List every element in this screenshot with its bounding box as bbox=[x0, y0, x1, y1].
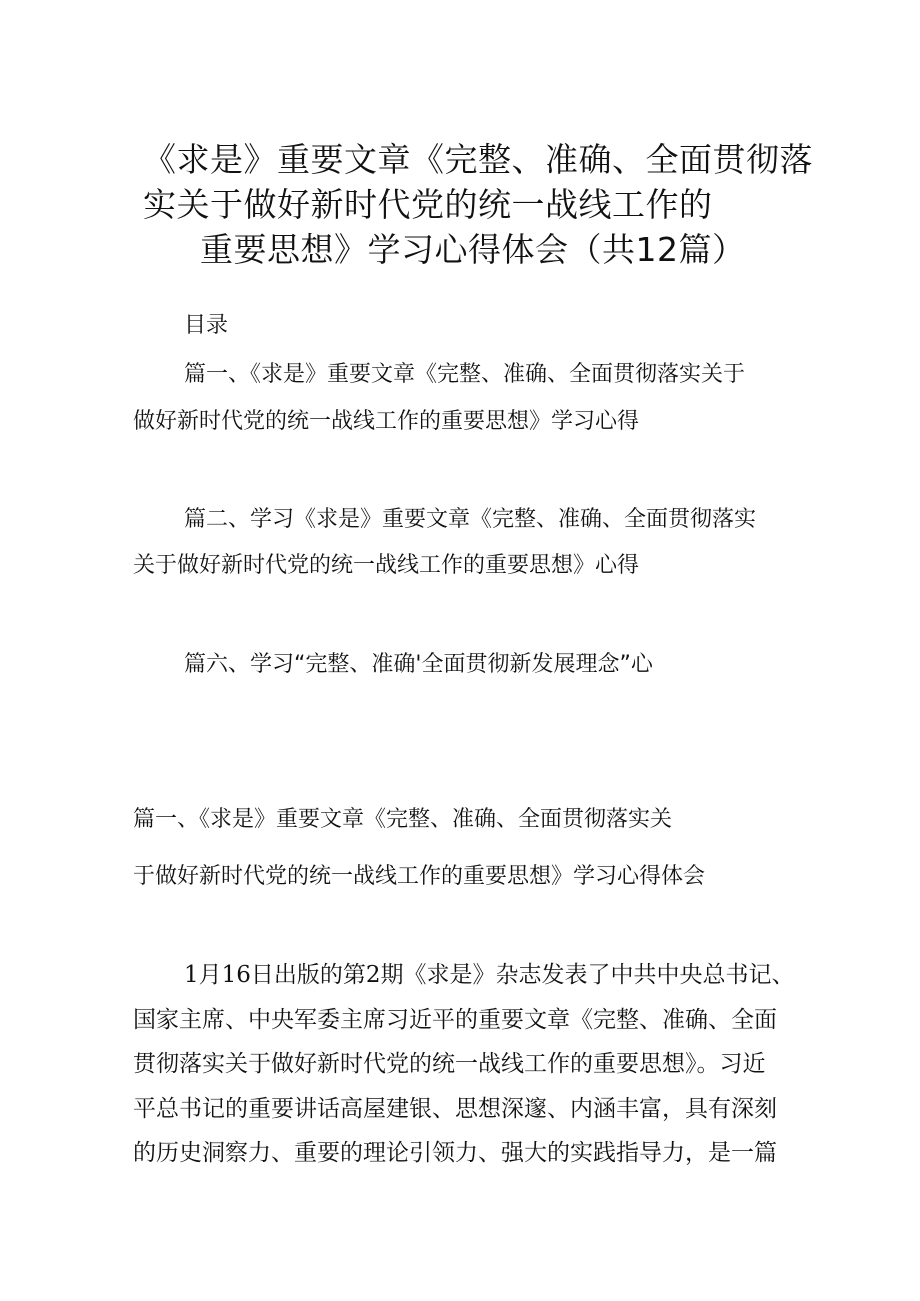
section-heading-line-2: 于做好新时代党的统一战线工作的重要思想》学习心得体会 bbox=[133, 864, 706, 889]
toc-item-1-line-2: 做好新时代党的统一战线工作的重要思想》学习心得 bbox=[133, 409, 640, 434]
toc-item-2-line-2: 关于做好新时代党的统一战线工作的重要思想》心得 bbox=[133, 553, 640, 578]
document-title-line-1: 《求是》重要文章《完整、准确、全面贯彻落 bbox=[143, 140, 813, 179]
toc-item-2-line-1: 篇二、学习《求是》重要文章《完整、准确、全面贯彻落实 bbox=[184, 507, 757, 532]
toc-item-1-line-1: 篇一、《求是》重要文章《完整、准确、全面贯彻落实关于 bbox=[184, 362, 746, 387]
toc-heading: 目录 bbox=[184, 313, 229, 338]
document-title-line-2: 实关于做好新时代党的统一战线工作的 bbox=[143, 185, 713, 224]
section-heading-line-1: 篇一、《求是》重要文章《完整、准确、全面贯彻落实关 bbox=[133, 807, 673, 832]
body-line-1: 1月16日出版的第2期《求是》杂志发表了中共中央总书记、 bbox=[184, 962, 795, 988]
body-line-3: 贯彻落实关于做好新时代党的统一战线工作的重要思想》。习近 bbox=[133, 1051, 766, 1077]
toc-item-3-line-1: 篇六、学习“完整、准确'全面贯彻新发展理念”心 bbox=[184, 652, 653, 677]
body-line-5: 的历史洞察力、重要的理论引领力、强大的实践指导力，是一篇 bbox=[133, 1140, 777, 1166]
body-line-2: 国家主席、中央军委主席习近平的重要文章《完整、准确、全面 bbox=[133, 1007, 777, 1033]
body-line-4: 平总书记的重要讲话高屋建银、思想深邃、内涵丰富，具有深刻 bbox=[133, 1096, 777, 1122]
document-title-line-3: 重要思想》学习心得体会（共12篇） bbox=[200, 230, 746, 269]
